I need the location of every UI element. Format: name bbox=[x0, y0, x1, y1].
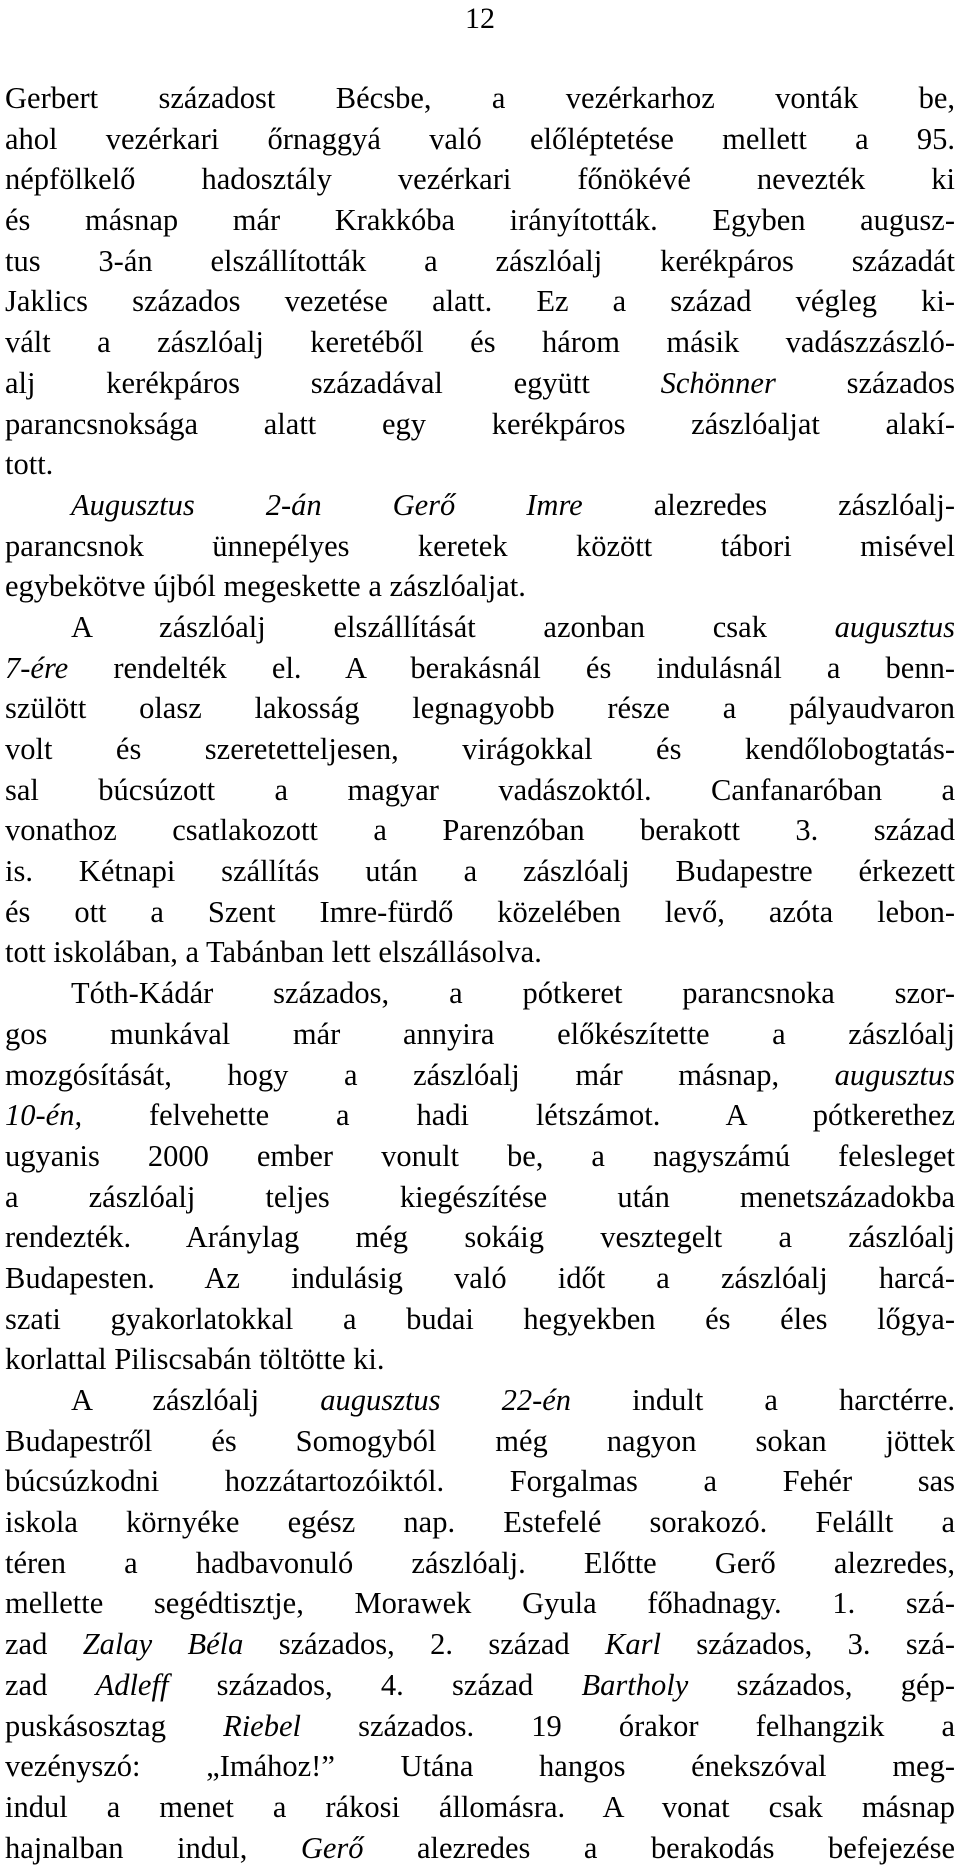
text-line: tott iskolában, a Tabánban lett elszállásolva. bbox=[5, 935, 542, 970]
text-line: sal búcsúzott a magyar vadászoktól. Canfanaróban a bbox=[5, 772, 955, 807]
text-line: Budapestről és Somogyból még nagyon sokan jöttek bbox=[5, 1423, 955, 1458]
text-line: Gerbert századost Bécsbe, a vezérkarhoz vonták be, bbox=[5, 81, 955, 115]
text-line: zad Adleff százados, 4. század Bartholy százados, gép- bbox=[5, 1667, 955, 1702]
page-number: 12 bbox=[465, 2, 495, 35]
body-text bbox=[5, 78, 955, 1868]
text-line: téren a hadbavonuló zászlóalj. Előtte Gerő alezredes, bbox=[5, 1545, 955, 1580]
text-line: alj kerékpáros századával együtt Schönner százados bbox=[5, 365, 955, 400]
text-line: 10-én, felvehette a hadi létszámot. A pótkerethez bbox=[5, 1098, 955, 1133]
text-line: A zászlóalj augusztus 22-én indult a harctérre. bbox=[71, 1383, 955, 1417]
text-line: szülött olasz lakosság legnagyobb része a pályaudvaron bbox=[5, 691, 955, 726]
text-line: búcsúzkodni hozzátartozóiktól. Forgalmas a Fehér sas bbox=[5, 1464, 955, 1499]
text-line: tott. bbox=[5, 447, 54, 482]
text-line: Tóth-Kádár százados, a pótkeret parancsnoka szor- bbox=[71, 976, 955, 1011]
text-line: zad Zalay Béla százados, 2. század Karl százados, 3. szá- bbox=[5, 1627, 955, 1662]
text-line: tus 3-án elszállították a zászlóalj kerékpáros századát bbox=[5, 243, 955, 278]
text-line: vezényszó: „Imához!” Utána hangos énekszóval meg- bbox=[5, 1749, 955, 1784]
text-line: parancsnok ünnepélyes keretek között tábori misével bbox=[5, 528, 955, 563]
text-line: rendezték. Aránylag még sokáig vesztegelt a zászlóalj bbox=[5, 1220, 955, 1255]
text-line: volt és szeretetteljesen, virágokkal és kendőlobogtatás- bbox=[5, 732, 955, 766]
text-line: indul a menet a rákosi állomásra. A vonat csak másnap bbox=[5, 1789, 955, 1824]
text-line: mellette segédtisztje, Morawek Gyula főhadnagy. 1. szá- bbox=[5, 1586, 955, 1621]
text-line: Jaklics százados vezetése alatt. Ez a század végleg ki- bbox=[5, 284, 955, 319]
text-line: szati gyakorlatokkal a budai hegyekben és éles lőgya- bbox=[5, 1301, 955, 1336]
text-line: a zászlóalj teljes kiegészítése után menetszázadokba bbox=[5, 1179, 955, 1214]
text-line: is. Kétnapi szállítás után a zászlóalj Budapestre érkezett bbox=[5, 854, 955, 889]
text-line: 7-ére rendelték el. A berakásnál és indulásnál a benn- bbox=[5, 650, 955, 685]
text-line: A zászlóalj elszállítását azonban csak augusztus bbox=[71, 609, 955, 644]
text-line: iskola környéke egész nap. Estefelé sorakozó. Felállt a bbox=[5, 1505, 955, 1540]
text-line: ahol vezérkari őrnaggyá való előléptetése mellett a 95. bbox=[5, 121, 955, 156]
text-line: puskásosztag Riebel százados. 19 órakor felhangzik a bbox=[5, 1708, 955, 1743]
text-line: vonathoz csatlakozott a Parenzóban berakott 3. század bbox=[5, 813, 955, 848]
text-line: vált a zászlóalj keretéből és három másik vadászzászló- bbox=[5, 325, 955, 360]
text-line: korlattal Piliscsabán töltötte ki. bbox=[5, 1342, 385, 1377]
text-line: mozgósítását, hogy a zászlóalj már másnap, augusztus bbox=[5, 1057, 955, 1092]
text-line: hajnalban indul, Gerő alezredes a berakodás befejezése bbox=[5, 1830, 955, 1865]
text-line: gos munkával már annyira előkészítette a zászlóalj bbox=[5, 1016, 955, 1051]
text-line: és másnap már Krakkóba irányították. Egyben augusz- bbox=[5, 203, 955, 238]
text-line: parancsnoksága alatt egy kerékpáros zászlóaljat alakí- bbox=[5, 406, 955, 441]
text-line: Augusztus 2-án Gerő Imre alezredes zászlóalj- bbox=[71, 487, 955, 522]
text-line: ugyanis 2000 ember vonult be, a nagyszámú felesleget bbox=[5, 1138, 955, 1173]
text-line: népfölkelő hadosztály vezérkari főnökévé nevezték ki bbox=[5, 162, 955, 197]
text-line: Budapesten. Az indulásig való időt a zászlóalj harcá- bbox=[5, 1260, 955, 1295]
text-line: és ott a Szent Imre-fürdő közelében levő, azóta lebon- bbox=[5, 894, 955, 929]
text-line: egybekötve újból megeskette a zászlóaljat. bbox=[5, 569, 526, 604]
